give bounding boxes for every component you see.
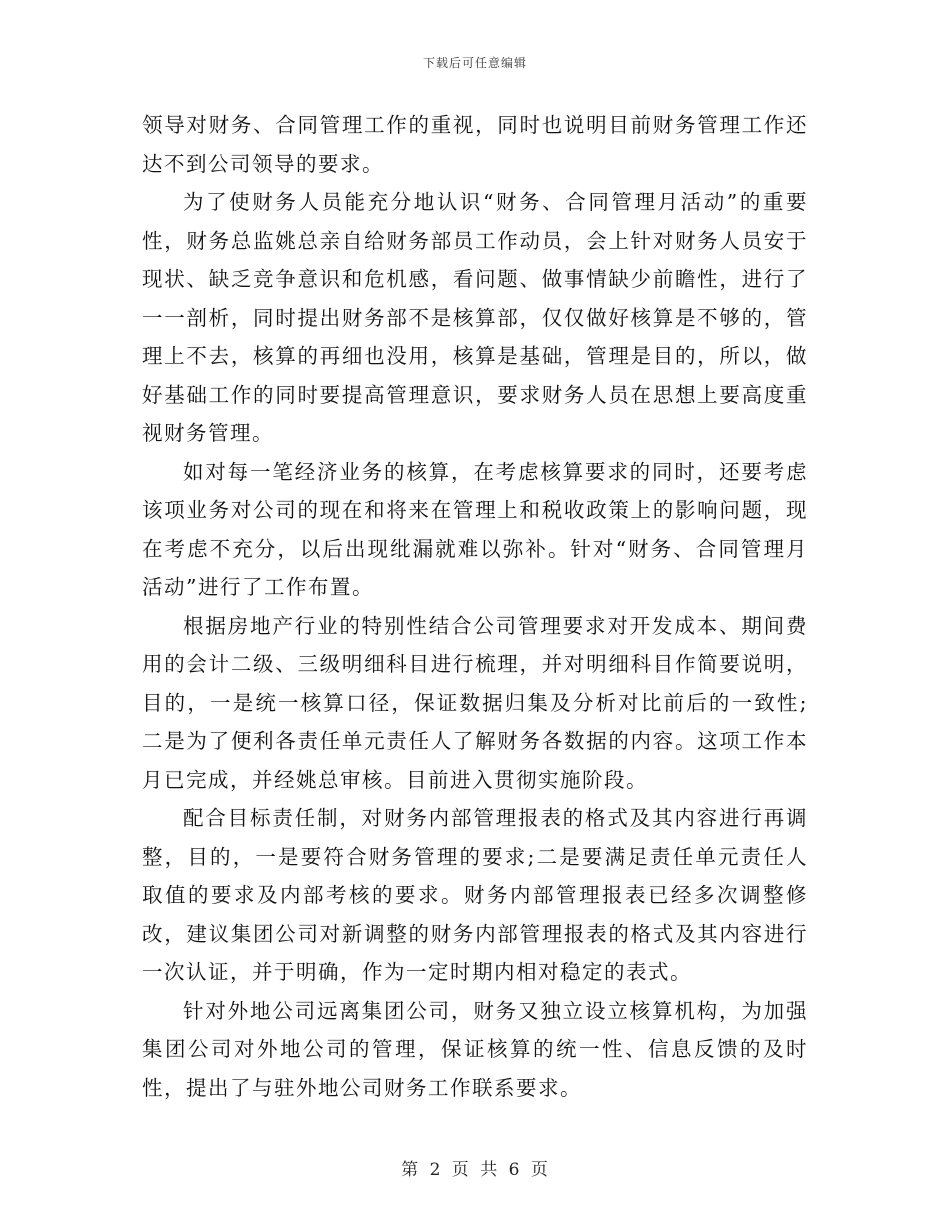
paragraph-2: 为了使财务人员能充分地认识“财务、合同管理月活动”的重要性，财务总监姚总亲自给财务部员工作动员，会上针对财务人员安于现状、缺乏竞争意识和危机感，看问题、做事情缺少前瞻性，进行了一一剖析，同时提出财务部不是核算部，仅仅做好核算是不够的，管理上不去，核算的再细也没用，核算是基础，管理是目的，所以，做好基础工作的同时要提高管理意识，要求财务人员在思想上要高度重视财务管理。 xyxy=(142,190,808,445)
paragraph-4: 根据房地产行业的特别性结合公司管理要求对开发成本、期间费用的会计二级、三级明细科目进行梳理，并对明细科目作简要说明，目的，一是统一核算口径，保证数据归集及分析对比前后的一致性;二是为了便利各责任单元责任人了解财务各数据的内容。这项工作本月已完成，并经姚总审核。目前进入贯彻实施阶段。 xyxy=(142,613,808,792)
paragraph-1: 领导对财务、合同管理工作的重视，同时也说明目前财务管理工作还达不到公司领导的要求。 xyxy=(142,113,808,176)
paragraph-5: 配合目标责任制，对财务内部管理报表的格式及其内容进行再调整，目的，一是要符合财务管理的要求;二是要满足责任单元责任人取值的要求及内部考核的要求。财务内部管理报表已经多次调整修改，建议集团公司对新调整的财务内部管理报表的格式及其内容进行一次认证，并于明确，作为一定时期内相对稳定的表式。 xyxy=(142,806,808,984)
document-body xyxy=(142,106,808,1107)
page-header: 下载后可任意编辑 xyxy=(422,56,527,70)
page-footer: 第 2 页 共 6 页 xyxy=(401,1160,549,1180)
paragraph-3: 如对每一笔经济业务的核算，在考虑核算要求的同时，还要考虑该项业务对公司的现在和将来在管理上和税收政策上的影响问题，现在考虑不充分，以后出现纰漏就难以弥补。针对“财务、合同管理月活动”进行了工作布置。 xyxy=(142,459,808,599)
paragraph-6: 针对外地公司远离集团公司，财务又独立设立核算机构，为加强集团公司对外地公司的管理，保证核算的统一性、信息反馈的及时性，提出了与驻外地公司财务工作联系要求。 xyxy=(142,998,808,1100)
